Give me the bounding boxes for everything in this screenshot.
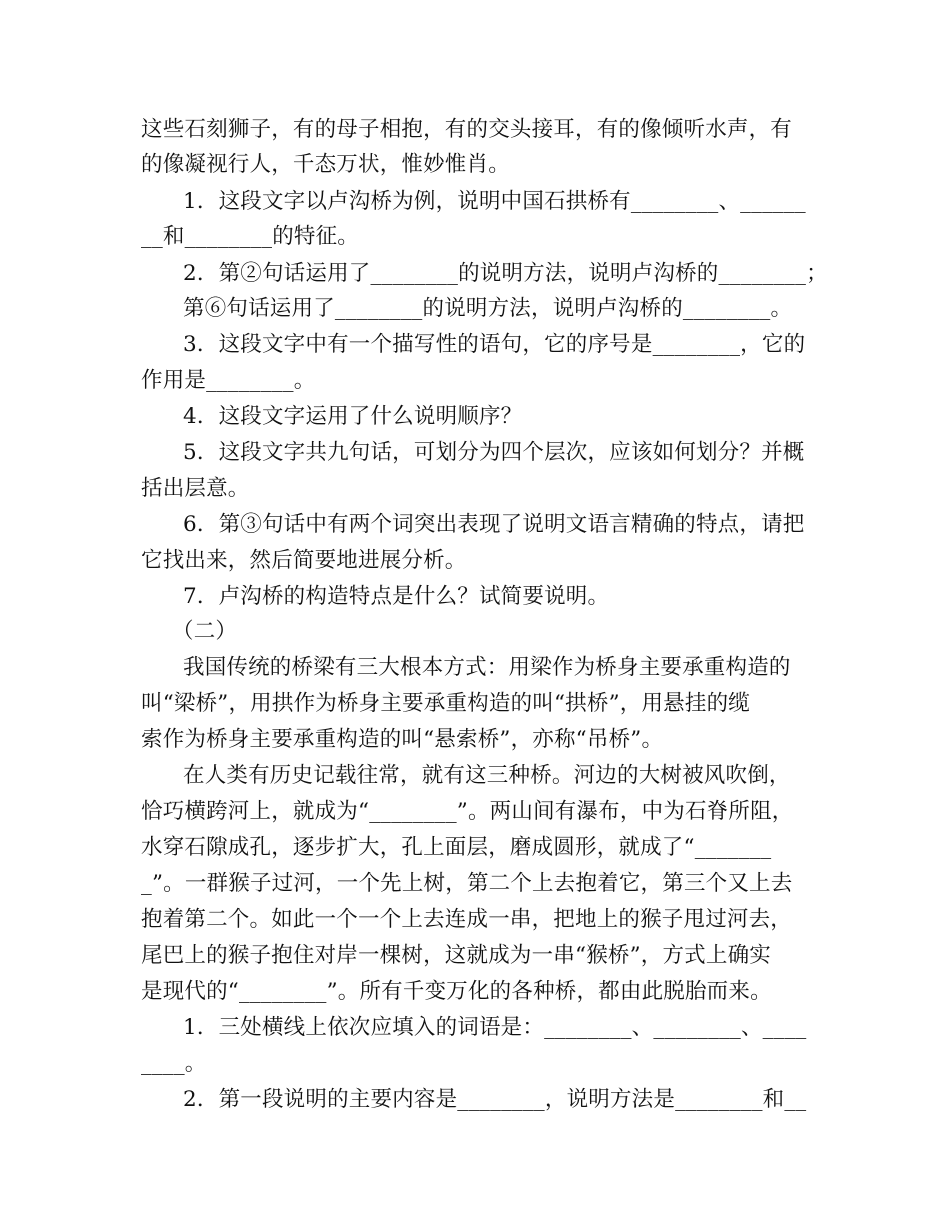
- text-line: 作用是________。: [141, 368, 316, 393]
- question-line: 1．这段文字以卢沟桥为例，说明中国石拱桥有________、______: [183, 189, 806, 214]
- question-line: 3．这段文字中有一个描写性的语句，它的序号是________，它的: [183, 332, 806, 357]
- text-line: ____。: [141, 1051, 207, 1076]
- section-heading: （二）: [172, 619, 238, 644]
- paragraph-line: 尾巴上的猴子抱住对岸一棵树，这就成为一串“猴桥”，方式上确实: [141, 943, 771, 968]
- question-line: 7．卢沟桥的构造特点是什么？试简要说明。: [183, 584, 610, 609]
- question-line: 4．这段文字运用了什么说明顺序？: [183, 404, 523, 429]
- question-line: 2．第一段说明的主要内容是________，说明方法是________和__: [183, 1087, 807, 1112]
- question-line: 6．第③句话中有两个词突出表现了说明文语言精确的特点，请把: [183, 512, 805, 537]
- question-line: 2．第②句话运用了________的说明方法，说明卢沟桥的________；: [183, 261, 828, 286]
- paragraph-line: 抱着第二个。如此一个一个上去连成一串，把地上的猴子甩过河去，: [141, 907, 793, 932]
- question-line: 1．三处横线上依次应填入的词语是：________、________、____: [183, 1015, 807, 1040]
- paragraph-line: 水穿石隙成孔，逐步扩大，孔上面层，磨成圆形，就成了“_______: [141, 835, 772, 860]
- text-line: 的像凝视行人，千态万状，惟妙惟肖。: [141, 152, 510, 177]
- paragraph-line: 在人类有历史记载往常，就有这三种桥。河边的大树被风吹倒，: [183, 763, 791, 788]
- paragraph-line: 我国传统的桥梁有三大根本方式：用梁作为桥身主要承重构造的: [183, 655, 791, 680]
- paragraph-line: 是现代的“________”。所有千变万化的各种桥，都由此脱胎而来。: [141, 979, 772, 1004]
- question-line: 5．这段文字共九句话，可划分为四个层次，应该如何划分？并概: [183, 440, 805, 465]
- text-line: __和________的特征。: [141, 224, 360, 249]
- text-line: 它找出来，然后简要地进展分析。: [141, 548, 467, 573]
- paragraph-line: _”。一群猴子过河，一个先上树，第二个上去抱着它，第三个又上去: [141, 871, 793, 896]
- text-line: 括出层意。: [141, 476, 250, 501]
- paragraph-line: 恰巧横跨河上，就成为“________”。两山间有瀑布，中为石脊所阻，: [141, 799, 794, 824]
- text-line: 这些石刻狮子，有的母子相抱，有的交头接耳，有的像倾听水声，有: [141, 117, 793, 142]
- paragraph-line: 叫“梁桥”，用拱作为桥身主要承重构造的叫“拱桥”，用悬挂的缆: [141, 691, 750, 716]
- paragraph-line: 索作为桥身主要承重构造的叫“悬索桥”，亦称“吊桥”。: [141, 727, 664, 752]
- text-line: 第⑥句话运用了________的说明方法，说明卢沟桥的________。: [183, 296, 793, 321]
